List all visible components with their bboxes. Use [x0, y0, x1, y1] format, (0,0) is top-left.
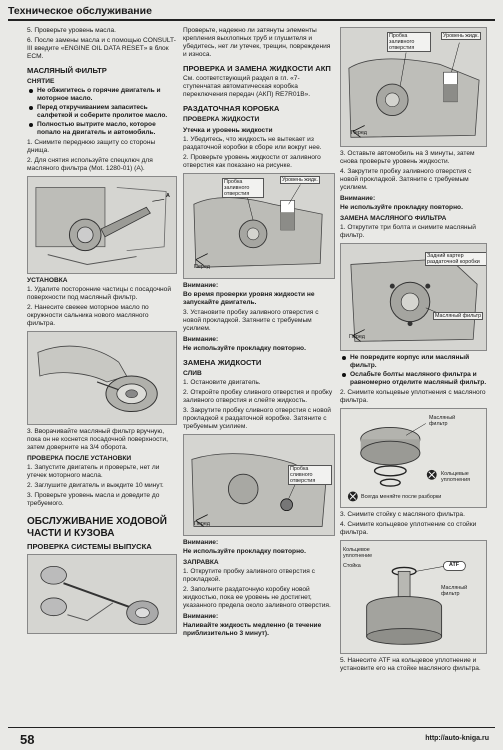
header-rule — [8, 19, 495, 21]
replace-heading: ЗАМЕНА ЖИДКОСТИ — [183, 358, 262, 367]
fill-step: 2. Заполните раздаточную коробку новой жидкостью, пока ее уровень не достигнет, указанного предела около заливного отверстия. — [183, 586, 331, 609]
check-step: 2. Заглушите двигатель и выждите 10 минут. — [27, 482, 164, 489]
oil-filter-label: Масляный фильтр — [429, 415, 456, 427]
filter-step: 3. Снимите стойку с масляного фильтра. — [340, 511, 465, 518]
page-footer — [0, 727, 503, 750]
column-middle — [183, 27, 335, 640]
o-ring-label: Кольцевое уплотнение — [343, 547, 373, 559]
fill-plug-label: Пробка заливного отверстия — [222, 178, 264, 198]
o-rings-figure — [340, 408, 487, 508]
engine-illustration — [28, 177, 176, 273]
front-label: Перед — [194, 521, 210, 527]
hand-filter-illustration — [28, 332, 176, 424]
fill-step: 1. Открутите пробку заливного отверстия с прокладкой. — [183, 568, 315, 583]
drain-step: 2. Откройте пробку сливного отверстия и пробку заливного отверстия и слейте жидкость. — [183, 389, 333, 404]
drain-heading: СЛИВ — [183, 370, 202, 377]
removal-heading: СНЯТИЕ — [27, 78, 55, 85]
warning-item: Не повредите корпус или масляный фильтр. — [350, 354, 487, 370]
removal-warnings — [27, 87, 177, 137]
oil-filter-label: Масляный фильтр — [435, 313, 482, 319]
footer-url: http://auto-kniga.ru — [425, 735, 489, 742]
fill-plug-figure — [183, 173, 335, 279]
front-label: Перед — [349, 334, 365, 340]
check-step: 1. Запустите двигатель и проверьте, нет ли утечек моторного масла. — [27, 464, 160, 479]
fluid-level-label: Уровень жидк. — [443, 33, 479, 39]
leak-step: 2. Проверьте уровень жидкости от заливного отверстия как показано на рисунке. — [183, 154, 321, 169]
warning-item: Не обжигитесь о горячие двигатель и моторное масло. — [37, 87, 177, 103]
chassis-section-heading: ОБСЛУЖИВАНИЕ ХОДОВОЙ ЧАСТИ И КУЗОВА — [27, 516, 167, 539]
fluid-check-heading: ПРОВЕРКА ЖИДКОСТИ — [183, 116, 260, 123]
install-heading: УСТАНОВКА — [27, 277, 68, 284]
removal-step: 1. Снимите переднюю защиту со стороны днища. — [27, 139, 156, 154]
warning-item: Ослабьте болты масляного фильтра и равномерно отделите масляный фильтр. — [350, 371, 487, 386]
drain-plug-figure — [183, 434, 335, 536]
drain-step: 1. Остановите двигатель. — [183, 379, 261, 386]
front-label: Перед — [194, 264, 210, 270]
fig-label-a: A — [166, 193, 170, 199]
filter-step: 1. Открутите три болта и снимите масляный фильтр. — [340, 224, 476, 239]
drain-step: 3. Закрутите пробку сливного отверстия с новой прокладкой к раздаточной коробке. Затяните с требуемым усилием. — [183, 407, 331, 430]
filter-housing-figure — [340, 243, 487, 351]
warning-item: Перед откручиванием запаситесь салфеткой и соберите пролитое масло. — [37, 104, 177, 120]
transfer-heading: РАЗДАТОЧНАЯ КОРОБКА — [183, 104, 280, 113]
filter-warnings — [340, 354, 487, 387]
column-left — [27, 27, 177, 637]
attention-title: Внимание: — [183, 336, 219, 343]
fill-plug-label: Пробка заливного отверстия — [387, 32, 431, 52]
atf-label: ATF — [449, 562, 460, 568]
stand-ring-figure — [340, 540, 487, 654]
filter-step: 2. Снимите кольцевые уплотнения с масляного фильтра. — [340, 389, 486, 404]
c1-top-item: 5. Проверьте уровень масла. — [27, 27, 116, 34]
replace-note: Всегда меняйте после разборки — [361, 494, 442, 500]
c1-top-item: 6. После замены масла и с помощью CONSULT-III введите «ENGINE OIL DATA RESET» в блок ECM. — [27, 37, 176, 60]
install-step: 1. Удалите посторонние частицы с посадочной поверхности под масляный фильтр. — [27, 286, 172, 301]
oil-filter-label: Масляный фильтр — [441, 585, 468, 597]
warning-item: Полностью вытрите масло, которое попало на двигатель и автомобиль. — [37, 121, 177, 137]
footer-rule — [8, 727, 495, 728]
oil-filter-heading: МАСЛЯНЫЙ ФИЛЬТР — [27, 66, 107, 75]
attention-text: Не используйте прокладку повторно. — [340, 204, 463, 211]
leak-heading: Утечка и уровень жидкости — [183, 127, 273, 134]
exhaust-intro: Проверьте, надежно ли затянуты элементы крепления выхлопных труб и глушителя и убедитесь, нет ли утечек, трещин, повреждения и износа. — [183, 27, 331, 58]
attention-text: Во время проверки уровня жидкости не запускайте двигатель. — [183, 291, 315, 306]
post-install-heading: ПРОВЕРКА ПОСЛЕ УСТАНОВКИ — [27, 455, 132, 462]
oil-filter-wrench-figure — [27, 176, 177, 274]
o-rings-label: Кольцевые уплотнения — [441, 471, 471, 483]
page-number: 58 — [20, 732, 35, 747]
header-title: Техническое обслуживание — [8, 5, 152, 17]
attention-title: Внимание: — [183, 613, 219, 620]
drain-plug-label: Пробка сливного отверстия — [288, 465, 332, 485]
atf-text: См. соответствующий раздел в гл. «7-ступенчатая автоматическая коробка переключения передач (АКП) RE7R01B». — [183, 75, 311, 98]
atf-heading: ПРОВЕРКА И ЗАМЕНА ЖИДКОСТИ АКП — [183, 64, 331, 73]
stand-label: Стойка — [343, 563, 361, 569]
exhaust-figure — [27, 554, 177, 634]
attention-text: Не используйте прокладку повторно. — [183, 548, 306, 555]
install-step: 2. Нанесите свежее моторное масло по окружности сальника нового масляного фильтра. — [27, 304, 149, 327]
exhaust-heading: ПРОВЕРКА СИСТЕМЫ ВЫПУСКА — [27, 542, 152, 551]
rear-case-label: Задний картер раздаточной коробки — [425, 252, 487, 266]
fill-step: 3. Оставьте автомобиль на 3 минуты, затем снова проверьте уровень жидкости. — [340, 150, 475, 165]
fill-heading: ЗАПРАВКА — [183, 559, 219, 566]
drain-illustration — [184, 435, 334, 535]
leak-step: 1. Убедитесь, что жидкость не вытекает из раздаточной коробки в сборе или вокруг нее. — [183, 136, 322, 151]
attention-title: Внимание: — [183, 539, 219, 546]
front-label: Перед — [351, 130, 367, 136]
fluid-level-label: Уровень жидк. — [282, 177, 318, 183]
check-step: 3. Проверьте уровень масла и доведите до требуемого. — [27, 492, 160, 507]
page-header — [0, 0, 503, 22]
fill-level-figure — [340, 27, 487, 147]
filter-seal-figure — [27, 331, 177, 425]
install-step: 3. Вворачивайте масляный фильтр вручную, пока он не коснется посадочной поверхности, затем доверните на 3/4 оборота. — [27, 428, 168, 451]
column-right — [340, 27, 487, 675]
attention-title: Внимание: — [183, 282, 219, 289]
attention-title: Внимание: — [340, 195, 376, 202]
fill-step: 4. Закрутите пробку заливного отверстия с новой прокладкой. Затяните с требуемым усилием. — [340, 168, 472, 191]
attention-text: Наливайте жидкость медленно (в течение приблизительно 3 минут). — [183, 622, 322, 637]
attention-text: Не используйте прокладку повторно. — [183, 345, 306, 352]
step-3: 3. Установите пробку заливного отверстия с новой прокладкой. Затяните с требуемым усилием. — [183, 309, 319, 332]
filter-step: 4. Снимите кольцевое уплотнение со стойки фильтра. — [340, 521, 477, 536]
exhaust-illustration — [28, 555, 176, 633]
filter-replace-heading: ЗАМЕНА МАСЛЯНОГО ФИЛЬТРА — [340, 215, 447, 222]
removal-step: 2. Для снятия используйте спецключ для масляного фильтра (Mot. 1280-01) (A). — [27, 157, 153, 172]
filter-step: 5. Нанесите ATF на кольцевое уплотнение и установите его на стойке масляного фильтра. — [340, 657, 481, 672]
